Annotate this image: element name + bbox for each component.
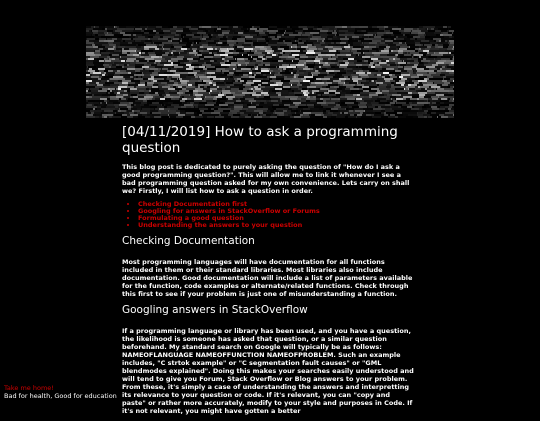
toc-item	[138, 222, 414, 229]
blog-post	[122, 124, 414, 421]
header-banner-image	[86, 26, 454, 118]
home-link[interactable]: Take me home!	[4, 384, 54, 392]
toc-link-documentation[interactable]: Checking Documentation first	[138, 200, 248, 208]
section-heading-documentation: Checking Documentation	[122, 235, 255, 247]
glitch-banner	[86, 26, 454, 118]
footer-tagline: Bad for health, Good for education	[4, 392, 117, 400]
section-body-googling: If a programming language or library has been used, and you have a question, the likelihood is someone has asked that question, or a similar question beforehand. My standard search on Google will typically be as follows: NAMEOFLANGUAGE NAMEOFFUNCTION NAMEOFPROBLEM. Such an example includes, "C strtok example" or "C segmentation fault causes" or "GML blendmodes explained". Doing this makes your searches easily understood and will tend to give you Forum, Stack Overflow or Blog answers to your problem. From these, it's simply a case of understanding the answers and interpretting its relevance to your question or code. If it's relevant, you can "copy and paste" or rather more accurately, modify to your style and purposes in Code. If it's not relevant, you might have gotten a better	[122, 327, 414, 415]
toc-link-googling[interactable]: Googling for answers in StackOverflow or Forums	[138, 207, 320, 215]
toc-link-understanding[interactable]: Understanding the answers to your question	[138, 221, 303, 229]
post-intro: This blog post is dedicated to purely asking the question of "How do I ask a good programming question?". This will allow me to link it whenever I see a bad programming question asked for my own convenience. Lets carry on shall we? Firstly, I will list how to ask a question in order.	[122, 163, 410, 195]
site-footer	[4, 384, 117, 400]
table-of-contents	[122, 201, 414, 229]
toc-link-formulating[interactable]: Formulating a good question	[138, 214, 244, 222]
section-body-documentation: Most programming languages will have documentation for all functions included in them or their standard libraries. Most libraries also include documentation. Good documentation will include a list of parameters available for the function, code examples or alternate/related functions. Check through this first to see if your problem is just one of misunderstanding a function.	[122, 258, 413, 298]
post-title: [04/11/2019] How to ask a programming question	[122, 124, 398, 156]
section-heading-googling: Googling answers in StackOverflow	[122, 304, 308, 316]
